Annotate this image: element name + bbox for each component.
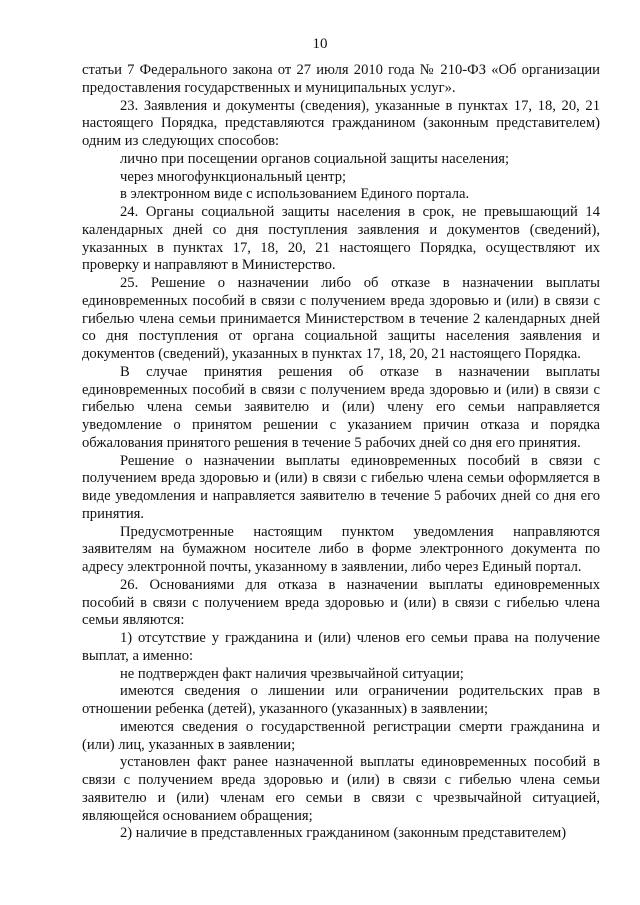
paragraph: Предусмотренные настоящим пунктом уведомления направляются заявителям на бумажном носителе либо в форме электронного документа по адресу электронной почты, указанному в заявлении, либо через Единый портал. (82, 523, 600, 575)
paragraph: Решение о назначении выплаты единовременных пособий в связи с получением вреда здоровью и (или) в связи с гибелью члена семьи оформляется в виде уведомления и направляется заявителю в течение 5 рабочих дней со дня его принятия. (82, 452, 600, 522)
page-number: 10 (312, 36, 328, 52)
paragraph: статьи 7 Федерального закона от 27 июля 2010 года № 210-ФЗ «Об организации предоставления государственных и муниципальных услуг». (82, 62, 600, 96)
paragraph: имеются сведения о государственной регистрации смерти гражданина и (или) лиц, указанных в заявлении; (82, 718, 600, 753)
paragraph: 2) наличие в представленных гражданином (законным представителем) (120, 825, 567, 842)
paragraph: лично при посещении органов социальной защиты населения; (120, 150, 510, 167)
paragraph: 1) отсутствие у гражданина и (или) членов его семьи права на получение выплат, а именно: (82, 630, 600, 664)
paragraph: установлен факт ранее назначенной выплаты единовременных пособий в связи с получением вреда здоровью и (или) в связи с гибелью члена семьи заявителю и (или) членам его семьи в связи с чрезвычайной ситуацией, являющейся основанием обращения; (82, 754, 600, 824)
document-body (82, 62, 600, 843)
paragraph: 25. Решение о назначении либо об отказе в назначении выплаты единовременных пособий в связи с получением вреда здоровью и (или) в связи с гибелью члена семьи принимается Министерством в течение 2 календарных дней со дня поступления от органа социальной защиты населения заявления и документов (сведений), указанных в пунктах 17, 18, 20, 21 настоящего Порядка. (82, 275, 600, 362)
paragraph: не подтвержден факт наличия чрезвычайной ситуации; (120, 665, 464, 682)
paragraph: 26. Основаниями для отказа в назначении выплаты единовременных пособий в связи с получением вреда здоровью и (или) в связи с гибелью члена семьи являются: (82, 576, 600, 629)
paragraph: 24. Органы социальной защиты населения в срок, не превышающий 14 календарных дней со дня поступления заявления и документов (сведений), указанных в пунктах 17, 18, 20, 21 настоящего Порядка, осуществляют их проверку и направляют в Министерство. (82, 204, 600, 274)
paragraph: через многофункциональный центр; (120, 168, 347, 185)
paragraph: В случае принятия решения об отказе в назначении выплаты единовременных пособий в связи с получением вреда здоровью и (или) в связи с гибелью члена семьи заявителю и (или) члену его семьи направляется уведомление о принятом решении с указанием причин отказа и порядка обжалования принятого решения в течение 5 рабочих дней со дня его принятия. (82, 363, 600, 451)
paragraph: имеются сведения о лишении или ограничении родительских прав в отношении ребенка (детей), указанного (указанных) в заявлении; (82, 683, 600, 717)
paragraph: в электронном виде с использованием Единого портала. (120, 186, 470, 203)
paragraph: 23. Заявления и документы (сведения), указанные в пунктах 17, 18, 20, 21 настоящего Порядка, представляются гражданином (законным представителем) одним из следующих способов: (82, 97, 600, 149)
